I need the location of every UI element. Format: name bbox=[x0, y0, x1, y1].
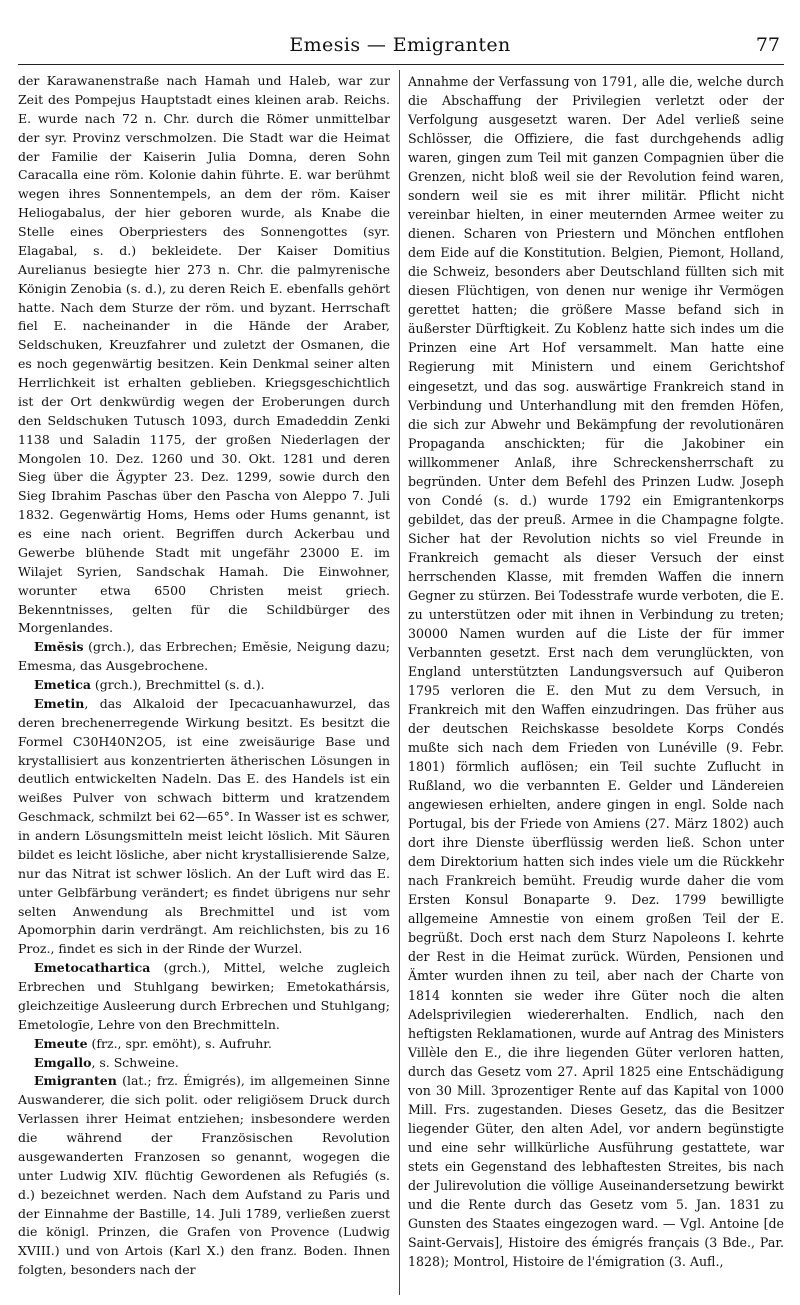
entry-emetin: Emetin, das Alkaloid der Ipecacuanhawurzel, das deren brechenerregende Wirkung besitzt. Es besitzt die Formel C30H40N2O5, ist eine zweisäurige Base und krystallisiert aus konzentrierten ätherischen Lösungen in deutlich entwickelten Nadeln. Das E. des Handels ist ein weißes Pulver von schwach bitterm und kratzendem Geschmack, schmilzt bei 62—65°. In Wasser ist es schwer, in andern Lösungsmitteln meist leicht löslich. Mit Säuren bildet es leicht lösliche, aber nicht krystallisierende Salze, nur das Nitrat ist schwer löslich. An der Luft wird das E. unter Gelbfärbung verändert; es findet übrigens nur sehr selten Anwendung als Brechmittel und ist vom Apomorphin darin verdrängt. Am reichlichsten, bis zu 16 Proz., findet es sich in der Rinde der Wurzel. bbox=[18, 695, 390, 957]
headword: Emĕsis bbox=[34, 639, 84, 655]
entry-emgallo: Emgallo, s. Schweine. bbox=[34, 1054, 179, 1070]
entry-emetocathartica: Emetocathartica (grch.), Mittel, welche zugleich Erbrechen und Stuhlgang bewirken; Emetokathársis, gleichzeitige Ausleerung durch Erbrechen und Stuhlgang; Emetologīe, Lehre von den Brechmitteln. bbox=[18, 960, 390, 1032]
header-rule bbox=[18, 64, 784, 65]
headword: Emetica bbox=[34, 677, 91, 692]
entry-emeute: Emeute (frz., spr. emöht), s. Aufruhr. bbox=[34, 1035, 272, 1051]
entry-emigranten-continued: Annahme der Verfassung von 1791, alle die, welche durch die Abschaffung der Privilegien verletzt oder der Verfolgung ausgesetzt waren. Der Adel verließ seine Schlösser, die Offiziere, die fast durchgehends adlig waren, gingen zum Teil mit ganzen Compagnien über die Grenzen, nicht bloß weil sie der Revolution feind waren, sondern weil sie es mit ihrer militär. Pflicht nicht vereinbar hielten, in einer meuternden Armee weiter zu dienen. Scharen von Priestern und Mönchen entflohen dem Eide auf die Konstitution. Belgien, Piemont, Holland, die Schweiz, besonders aber Deutschland füllten sich mit diesen Flüchtigen, von denen nur wenige ihr Vermögen gerettet hatten; die größere Masse befand sich in äußerster Dürftigkeit. Zu Koblenz hatte sich indes um die Prinzen eine Art Hof versammelt. Man hatte eine Regierung mit Ministern und einem Gerichtshof eingesetzt, und das sog. auswärtige Frankreich stand in Verbindung und Unterhandlung mit den fremden Höfen, die sich zur Abwehr und Bekämpfung der revolutionären Propaganda anschickten; für die Jakobiner ein willkommener Anlaß, ihre Schreckensherrschaft zu begründen. Unter dem Befehl des Prinzen Ludw. Joseph von Condé (s. d.) wurde 1792 ein Emigrantenkorps gebildet, das der preuß. Armee in die Champagne folgte. Sicher hat der Revolution nichts so viel Freunde in Frankreich gemacht als dieser Versuch der einst herrschenden Klasse, mit fremden Waffen die innern Gegner zu stürzen. Bei Todesstrafe wurde verboten, die E. zu unterstützen oder mit ihnen in Verbindung zu treten; 30000 Namen wurden auf die Liste der für immer Verbannten gesetzt. Erst nach dem verunglückten, von England unterstützten Landungsversuch auf Quiberon 1795 verloren die E. den Mut zu dem Versuch, in Frankreich mit den Waffen einzudringen. Das früher aus der deutschen Reichskasse besoldete Korps Condés mußte sich nach dem Frieden von Lunéville (9. Febr. 1801) förmlich auflösen; ein Teil suchte Zuflucht in Rußland, wo die verbannten E. Gelder und Ländereien angewiesen erhielten, andere gingen in engl. Solde nach Portugal, bis der Friede von Amiens (27. März 1802) auch dort ihre Dienste überflüssig werden ließ. Schon unter dem Direktorium hatten sich indes viele um die Rückkehr nach Frankreich bemüht. Freudig wurde daher die vom Ersten Konsul Bonaparte 9. Dez. 1799 bewilligte allgemeine Amnestie von einem großen Teil der E. begrüßt. Doch erst nach dem Sturz Napoleons I. kehrte der Rest in die Heimat zurück. Würden, Pensionen und Ämter wurden ihnen zu teil, aber nach der Charte von 1814 konnten sie weder ihre Güter noch die alten Adelsprivilegien wiedererhalten. Endlich, nach den heftigsten Reklamationen, wurde auf Antrag des Ministers Villèle den E., die ihre liegenden Güter verloren hatten, durch das Gesetz vom 27. April 1825 eine Entschädigung von 30 Mill. 3prozentiger Rente auf das Kapital von 1000 Mill. Frs. zugestanden. Dieses Gesetz, das die Besitzer liegender Güter, den alten Adel, vor andern begünstigte und eine sehr willkürliche Ausführung gestattete, war stets ein Gegenstand des lebhaftesten Streites, bis nach der Julirevolution die völlige Auseinandersetzung bewirkt und die Rente durch das Gesetz vom 5. Jan. 1831 zu Gunsten des Staates eingezogen ward. — Vgl. Antoine [de Saint-Gervais], Histoire des émigrés français (3 Bde., Par. 1828); Montrol, Histoire de l'émigration (3. Aufl., bbox=[408, 74, 784, 1269]
headword: Emgallo bbox=[34, 1054, 92, 1070]
running-title: Emesis — Emigranten bbox=[289, 34, 511, 56]
right-column bbox=[408, 72, 784, 1271]
page-number: 77 bbox=[755, 34, 780, 56]
headword: Emigranten bbox=[34, 1073, 117, 1089]
headword: Emetin bbox=[34, 695, 85, 711]
headword: Emeute bbox=[34, 1035, 88, 1051]
page-header bbox=[0, 34, 800, 64]
entry-emesa-continued: der Karawanenstraße nach Hamah und Haleb, war zur Zeit des Pompejus Hauptstadt eines kleinen arab. Reichs. E. wurde nach 72 n. Chr. durch die Römer unmittelbar der syr. Provinz verschmolzen. Die Stadt war die Heimat der Familie der Kaiserin Julia Domna, deren Sohn Caracalla eine röm. Kolonie dahin führte. E. war berühmt wegen ihres Sonnentempels, an dem der röm. Kaiser Heliogabalus, der hier geboren wurde, als Knabe die Stelle eines Oberpriesters des Sonnengottes (syr. Elagabal, s. d.) bekleidete. Der Kaiser Domitius Aurelianus besiegte hier 273 n. Chr. die palmyrenische Königin Zenobia (s. d.), zu deren Reich E. ebenfalls gehört hatte. Nach dem Sturze der röm. und byzant. Herrschaft fiel E. nacheinander in die Hände der Araber, Seldschuken, Kreuzfahrer und zuletzt der Osmanen, die es noch gegenwärtig besitzen. Kein Denkmal seiner alten Herrlichkeit ist erhalten geblieben. Kriegsgeschichtlich ist der Ort denkwürdig wegen der Eroberungen durch den Seldschuken Tutusch 1093, durch Emadeddin Zenki 1138 und Saladin 1175, der großen Niederlagen der Mongolen 10. Dez. 1260 und 30. Okt. 1281 und deren Sieg über die Ägypter 23. Dez. 1299, sowie durch den Sieg Ibrahim Paschas über den Pascha von Aleppo 7. Juli 1832. Gegenwärtig Homs, Hems oder Hums genannt, ist es eine nach orient. Begriffen durch Ackerbau und Gewerbe blühende Stadt mit ungefähr 23000 E. im Wilajet Syrien, Sandschak Hamah. Die Einwohner, worunter etwa 6500 Christen meist griech. Bekenntnisses, gelten für die Schildbürger des Morgenlandes. bbox=[18, 73, 390, 636]
entry-emesis: Emĕsis (grch.), das Erbrechen; Emĕsie, Neigung dazu; Emesma, das Ausgebrochene. bbox=[18, 639, 390, 674]
headword: Emetocathartica bbox=[34, 960, 151, 976]
column-divider bbox=[399, 70, 400, 1295]
entry-emetica: Emetica (grch.), Brechmittel (s. d.). bbox=[34, 677, 265, 692]
left-column bbox=[18, 72, 390, 1280]
entry-emigranten: Emigranten (lat.; frz. Émigrés), im allgemeinen Sinne Auswanderer, die sich polit. oder religiösem Druck durch Verlassen ihrer Heimat entziehen; insbesondere werden die während der Französischen Revolution ausgewanderten Franzosen so genannt, wogegen die unter Ludwig XIV. flüchtig Gewordenen als Refugiés (s. d.) bezeichnet werden. Nach dem Aufstand zu Paris und der Einnahme der Bastille, 14. Juli 1789, verließen zuerst die königl. Prinzen, die Grafen von Provence (Ludwig XVIII.) und von Artois (Karl X.) den franz. Boden. Ihnen folgten, besonders nach der bbox=[18, 1073, 390, 1278]
